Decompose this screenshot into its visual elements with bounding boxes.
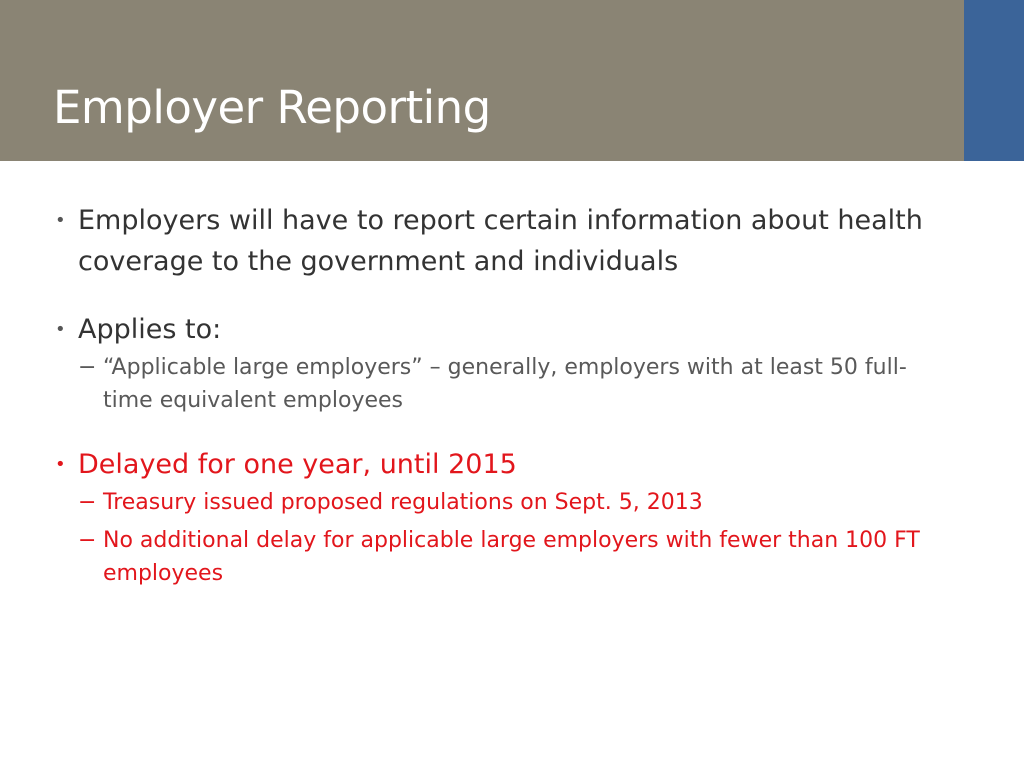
bullet-item [55,444,935,485]
sub-marker: − [78,490,97,515]
bullet-text: Delayed for one year, until 2015 [78,449,517,480]
bullet-list [55,200,935,590]
sub-text: No additional delay for applicable large employers with fewer than 100 FT employees [103,528,920,586]
accent-block [964,0,1024,161]
bullet-marker: • [55,319,66,340]
bullet-text: Applies to: [78,314,222,345]
bullet-item [55,200,935,282]
bullet-item [55,309,935,350]
bullet-text: Employers will have to report certain information about health coverage to the government and individuals [78,205,923,277]
bullet-marker: • [55,210,66,231]
sub-text: Treasury issued proposed regulations on Sept. 5, 2013 [103,490,703,515]
sub-item [55,486,935,519]
slide-title: Employer Reporting [53,81,491,134]
sub-marker: − [78,355,97,380]
sub-marker: − [78,528,97,553]
sub-item [55,351,935,417]
bullet-marker: • [55,454,66,475]
sub-text: “Applicable large employers” – generally, employers with at least 50 full-time equivalent employees [103,355,907,413]
sub-item [55,524,935,590]
